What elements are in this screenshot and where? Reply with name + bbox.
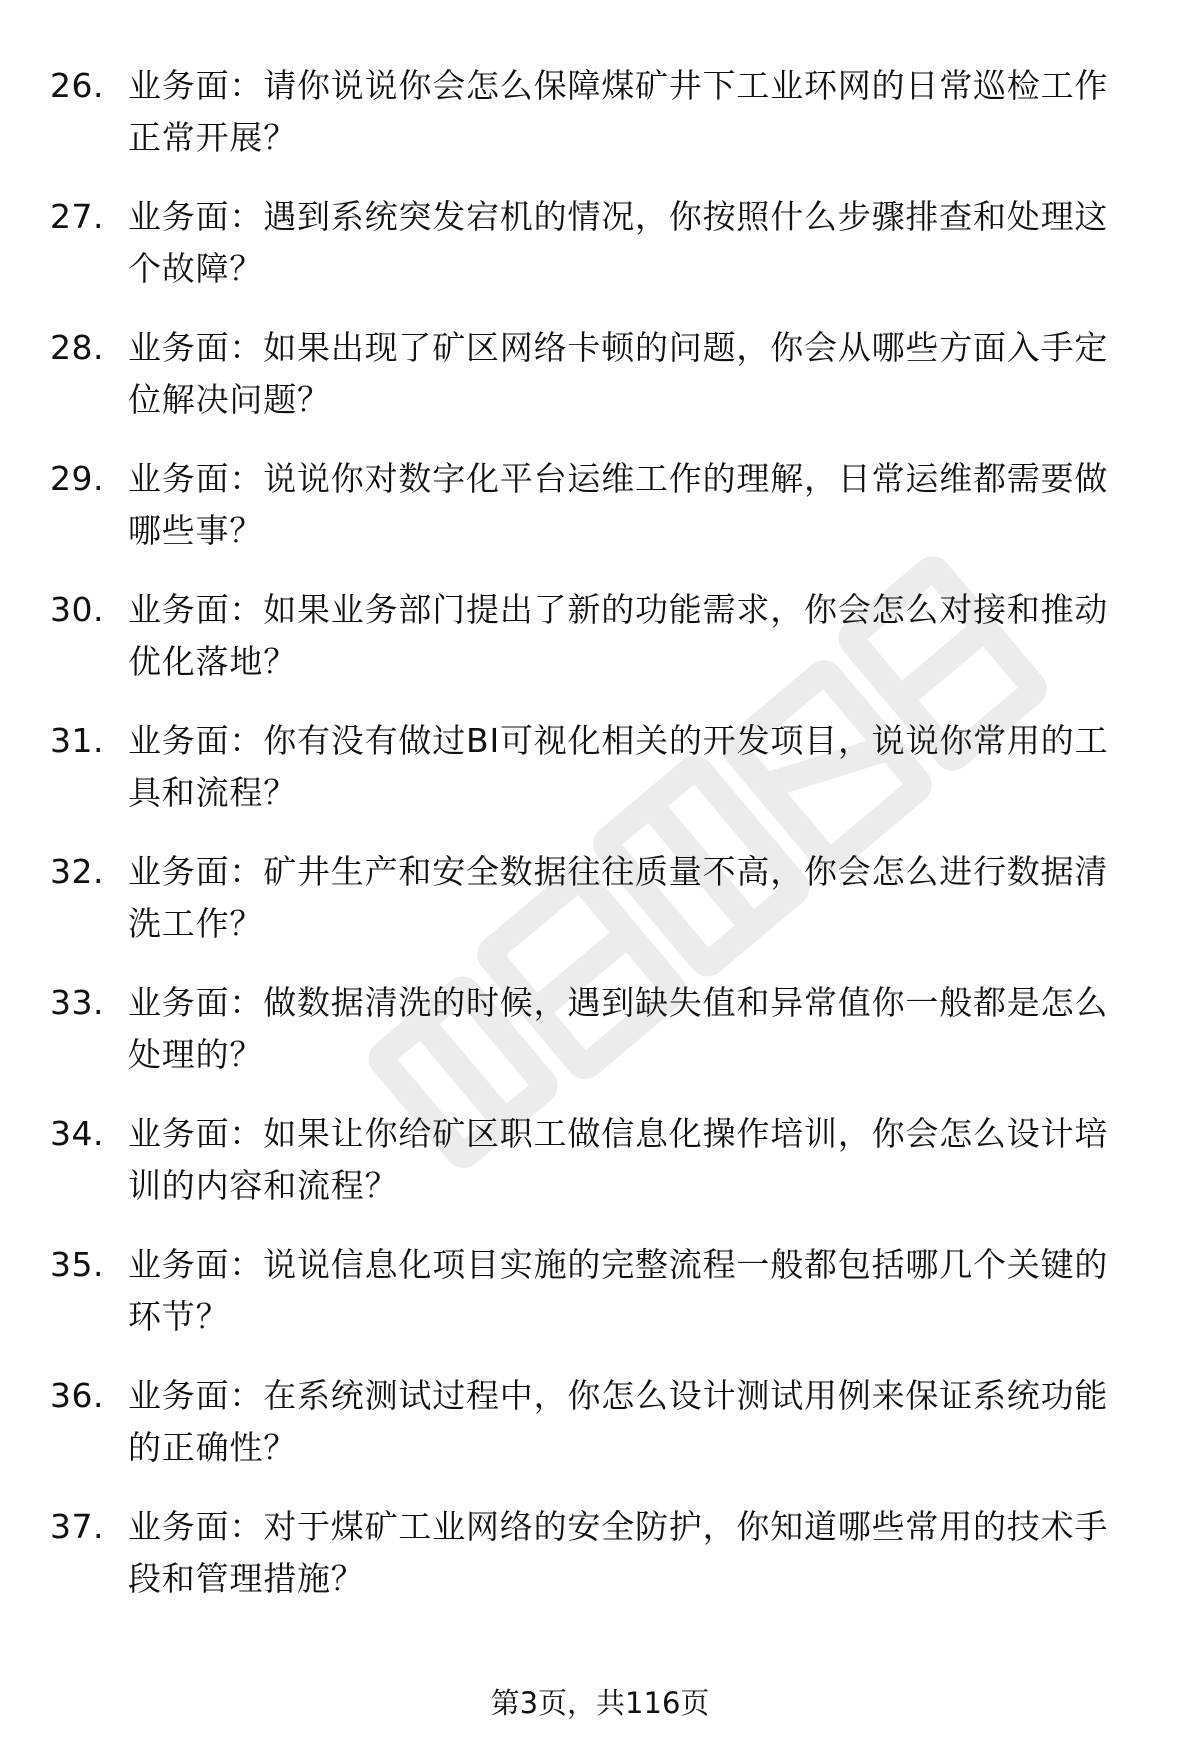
question-item [0, 977, 1200, 1108]
question-number: 29. [50, 459, 104, 498]
question-text: 业务面：说说信息化项目实施的完整流程一般都包括哪几个关键的环节？ [128, 1245, 1109, 1336]
question-text: 业务面：做数据清洗的时候，遇到缺失值和异常值你一般都是怎么处理的？ [128, 983, 1109, 1074]
question-number: 34. [50, 1114, 104, 1153]
question-item [0, 1501, 1200, 1632]
question-number: 35. [50, 1245, 104, 1284]
question-item [0, 1370, 1200, 1501]
question-text: 业务面：对于煤矿工业网络的安全防护，你知道哪些常用的技术手段和管理措施？ [128, 1507, 1109, 1598]
page-number-footer: 第3页，共116页 [490, 1686, 710, 1720]
question-text: 业务面：你有没有做过BI可视化相关的开发项目，说说你常用的工具和流程？ [128, 721, 1109, 812]
question-item [0, 60, 1200, 191]
question-item [0, 322, 1200, 453]
question-item [0, 1108, 1200, 1239]
question-text: 业务面：如果出现了矿区网络卡顿的问题，你会从哪些方面入手定位解决问题？ [128, 328, 1109, 419]
question-item [0, 453, 1200, 584]
question-text: 业务面：如果业务部门提出了新的功能需求，你会怎么对接和推动优化落地？ [128, 590, 1109, 681]
question-item [0, 1239, 1200, 1370]
question-number: 32. [50, 852, 104, 891]
question-number: 27. [50, 197, 104, 236]
question-number: 30. [50, 590, 104, 629]
question-text: 业务面：遇到系统突发宕机的情况，你按照什么步骤排查和处理这个故障？ [128, 197, 1109, 288]
question-item [0, 191, 1200, 322]
question-number: 37. [50, 1507, 104, 1546]
question-number: 33. [50, 983, 104, 1022]
question-number: 28. [50, 328, 104, 367]
question-text: 业务面：矿井生产和安全数据往往质量不高，你会怎么进行数据清洗工作？ [128, 852, 1109, 943]
question-item [0, 846, 1200, 977]
question-text: 业务面：说说你对数字化平台运维工作的理解，日常运维都需要做哪些事？ [128, 459, 1109, 550]
question-number: 26. [50, 66, 104, 105]
question-text: 业务面：请你说说你会怎么保障煤矿井下工业环网的日常巡检工作正常开展？ [128, 66, 1109, 157]
question-number: 31. [50, 721, 104, 760]
question-text: 业务面：如果让你给矿区职工做信息化操作培训，你会怎么设计培训的内容和流程？ [128, 1114, 1109, 1205]
question-list [0, 60, 1200, 1632]
question-item [0, 584, 1200, 715]
question-item [0, 715, 1200, 846]
question-text: 业务面：在系统测试过程中，你怎么设计测试用例来保证系统功能的正确性？ [128, 1376, 1109, 1467]
question-number: 36. [50, 1376, 104, 1415]
